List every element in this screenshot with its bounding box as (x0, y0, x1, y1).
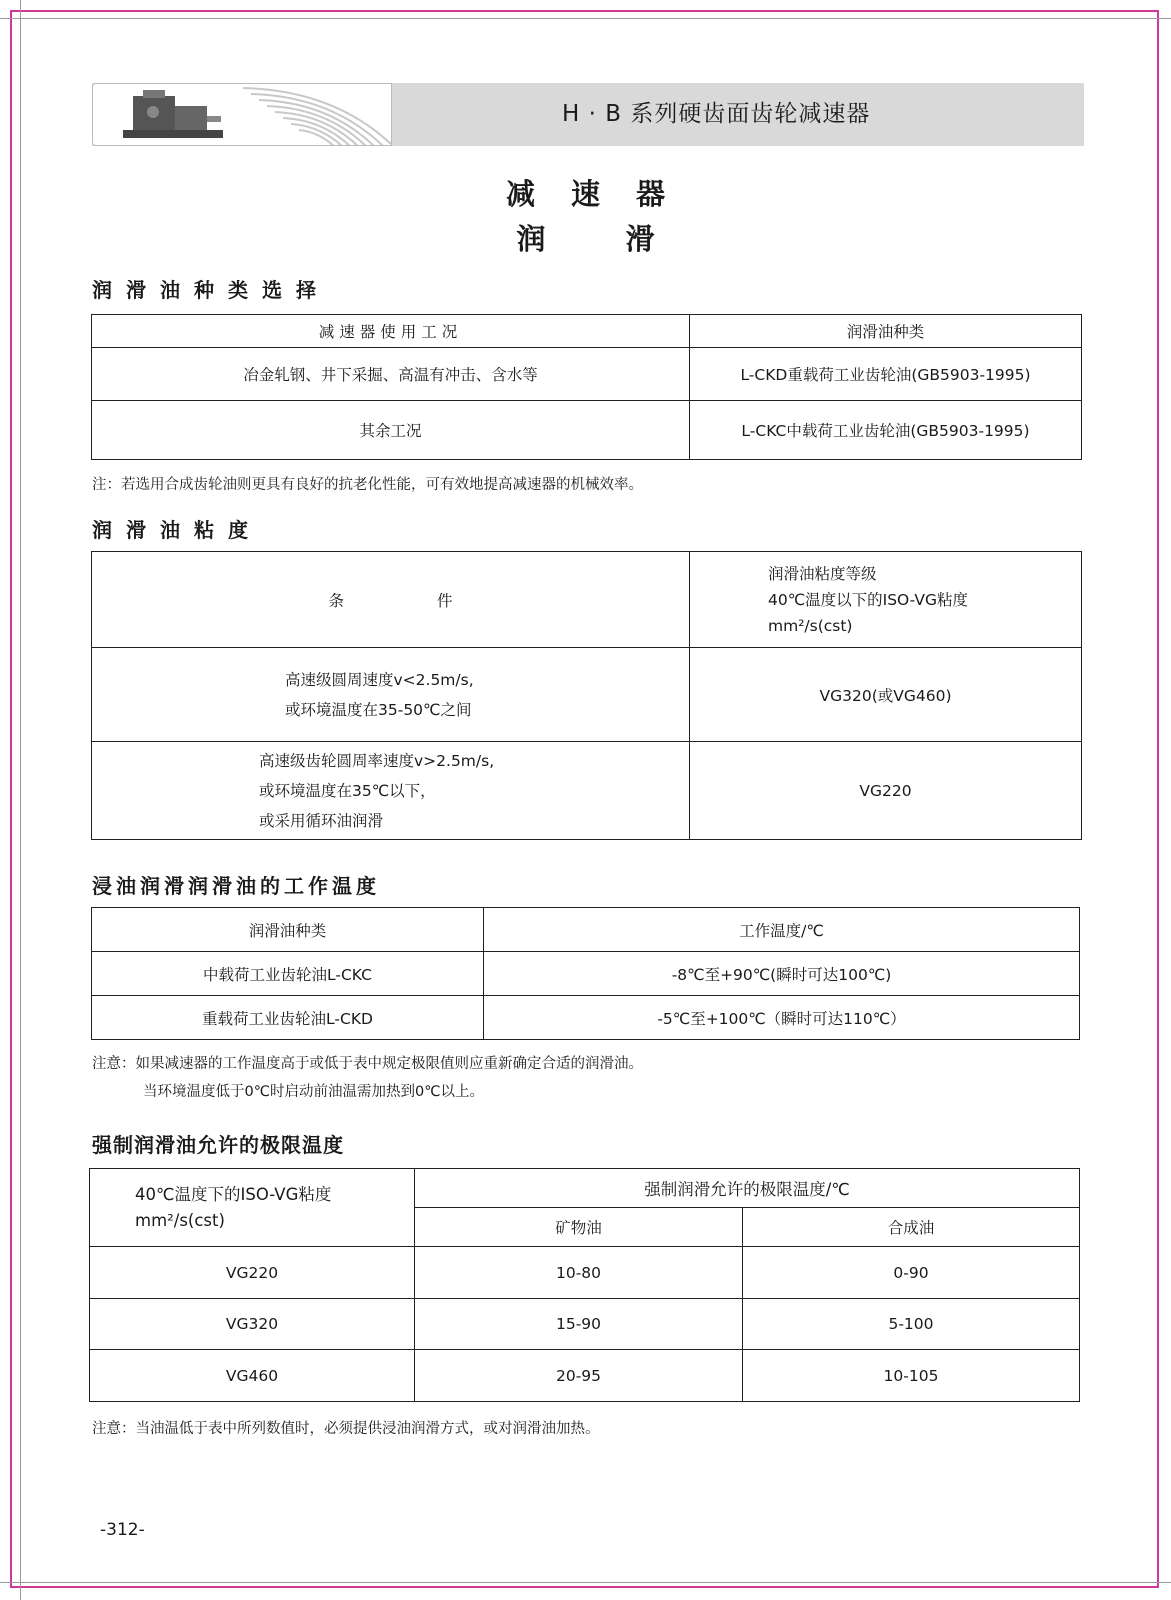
cell-line: 或采用循环油润滑 (259, 811, 384, 830)
cell-line: 或环境温度在35℃以下， (259, 781, 436, 800)
working-temp-note: 注意：如果减速器的工作温度高于或低于表中规定极限值则应重新确定合适的润滑油。 (92, 1056, 643, 1072)
column-header: 矿物油 (415, 1208, 743, 1247)
table-row (92, 996, 1080, 1040)
table-cell: VG220 (690, 742, 1082, 840)
table-header-row (92, 552, 1082, 648)
page-subtitle: 润滑 (516, 222, 735, 256)
header-line: mm²/s(cst) (768, 616, 853, 635)
table-row (92, 742, 1082, 840)
table-cell: -8℃至+90℃(瞬时可达100℃) (484, 952, 1080, 996)
table-cell: 10-80 (415, 1247, 743, 1299)
column-header: 减速器使用工况 (92, 315, 690, 348)
table-cell: VG460 (90, 1350, 415, 1402)
table-header-row (92, 315, 1082, 348)
column-header: 润滑油种类 (690, 315, 1082, 348)
table-cell (92, 742, 690, 840)
oil-type-table (91, 314, 1082, 460)
series-title: H · B 系列硬齿面齿轮减速器 (562, 101, 871, 127)
table-cell: -5℃至+100℃（瞬时可达110℃） (484, 996, 1080, 1040)
column-header (690, 552, 1082, 648)
table-cell: L-CKC中载荷工业齿轮油(GB5903-1995) (690, 401, 1082, 460)
cell-line: 高速级齿轮圆周率速度v>2.5m/s, (259, 751, 495, 770)
table-cell: 中载荷工业齿轮油L-CKC (92, 952, 484, 996)
column-header: 工作温度/℃ (484, 908, 1080, 952)
oil-type-note: 注：若选用合成齿轮油则更具有良好的抗老化性能，可有效地提高减速器的机械效率。 (92, 477, 643, 493)
table-row (90, 1247, 1080, 1299)
column-header: 润滑油种类 (92, 908, 484, 952)
forced-limit-table (89, 1168, 1080, 1402)
table-cell: 20-95 (415, 1350, 743, 1402)
table-cell: 0-90 (743, 1247, 1080, 1299)
header-image-panel (92, 83, 392, 146)
forced-limit-note: 注意：当油温低于表中所列数值时，必须提供浸油润滑方式，或对润滑油加热。 (92, 1421, 600, 1437)
table-row (90, 1350, 1080, 1402)
table-header-row (90, 1169, 1080, 1208)
section-heading-oil-type: 润滑油种类选择 (92, 278, 330, 302)
cell-line: 或环境温度在35-50℃之间 (285, 700, 472, 719)
group-header: 强制润滑允许的极限温度/℃ (415, 1169, 1080, 1208)
table-cell: 5-100 (743, 1299, 1080, 1350)
table-cell: 重载荷工业齿轮油L-CKD (92, 996, 484, 1040)
table-cell: VG320 (90, 1299, 415, 1350)
crop-mark-top (0, 18, 1171, 19)
header-line: 40℃温度以下的ISO-VG粘度 (768, 590, 968, 609)
header-banner (92, 83, 1084, 146)
page-number: -312- (100, 1520, 145, 1540)
table-cell: 15-90 (415, 1299, 743, 1350)
table-cell: 冶金轧钢、井下采掘、高温有冲击、含水等 (92, 348, 690, 401)
working-temp-table (91, 907, 1080, 1040)
table-cell: 10-105 (743, 1350, 1080, 1402)
page-title: 减速器 (505, 177, 701, 211)
table-row (92, 952, 1080, 996)
column-header (90, 1169, 415, 1247)
table-row (90, 1299, 1080, 1350)
table-row (92, 348, 1082, 401)
table-header-row (92, 908, 1080, 952)
table-cell: L-CKD重载荷工业齿轮油(GB5903-1995) (690, 348, 1082, 401)
header-line: mm²/s(cst) (135, 1210, 225, 1230)
header-line: 40℃温度下的ISO-VG粘度 (135, 1184, 332, 1204)
cell-line: 高速级圆周速度v<2.5m/s, (285, 670, 474, 689)
column-header: 条 件 (92, 552, 690, 648)
crop-mark-bottom (0, 1582, 1171, 1583)
gearbox-product-image (93, 84, 392, 146)
table-cell: VG320(或VG460) (690, 648, 1082, 742)
section-heading-viscosity: 润滑油粘度 (92, 518, 262, 542)
viscosity-table (91, 551, 1082, 840)
working-temp-note-line2: 当环境温度低于0℃时启动前油温需加热到0℃以上。 (143, 1084, 485, 1100)
header-line: 润滑油粘度等级 (768, 564, 877, 583)
section-heading-forced-limit: 强制润滑油允许的极限温度 (92, 1133, 344, 1157)
table-cell: VG220 (90, 1247, 415, 1299)
table-row (92, 401, 1082, 460)
table-row (92, 648, 1082, 742)
table-cell (92, 648, 690, 742)
section-heading-working-temp: 浸油润滑润滑油的工作温度 (92, 874, 380, 898)
column-header: 合成油 (743, 1208, 1080, 1247)
table-cell: 其余工况 (92, 401, 690, 460)
